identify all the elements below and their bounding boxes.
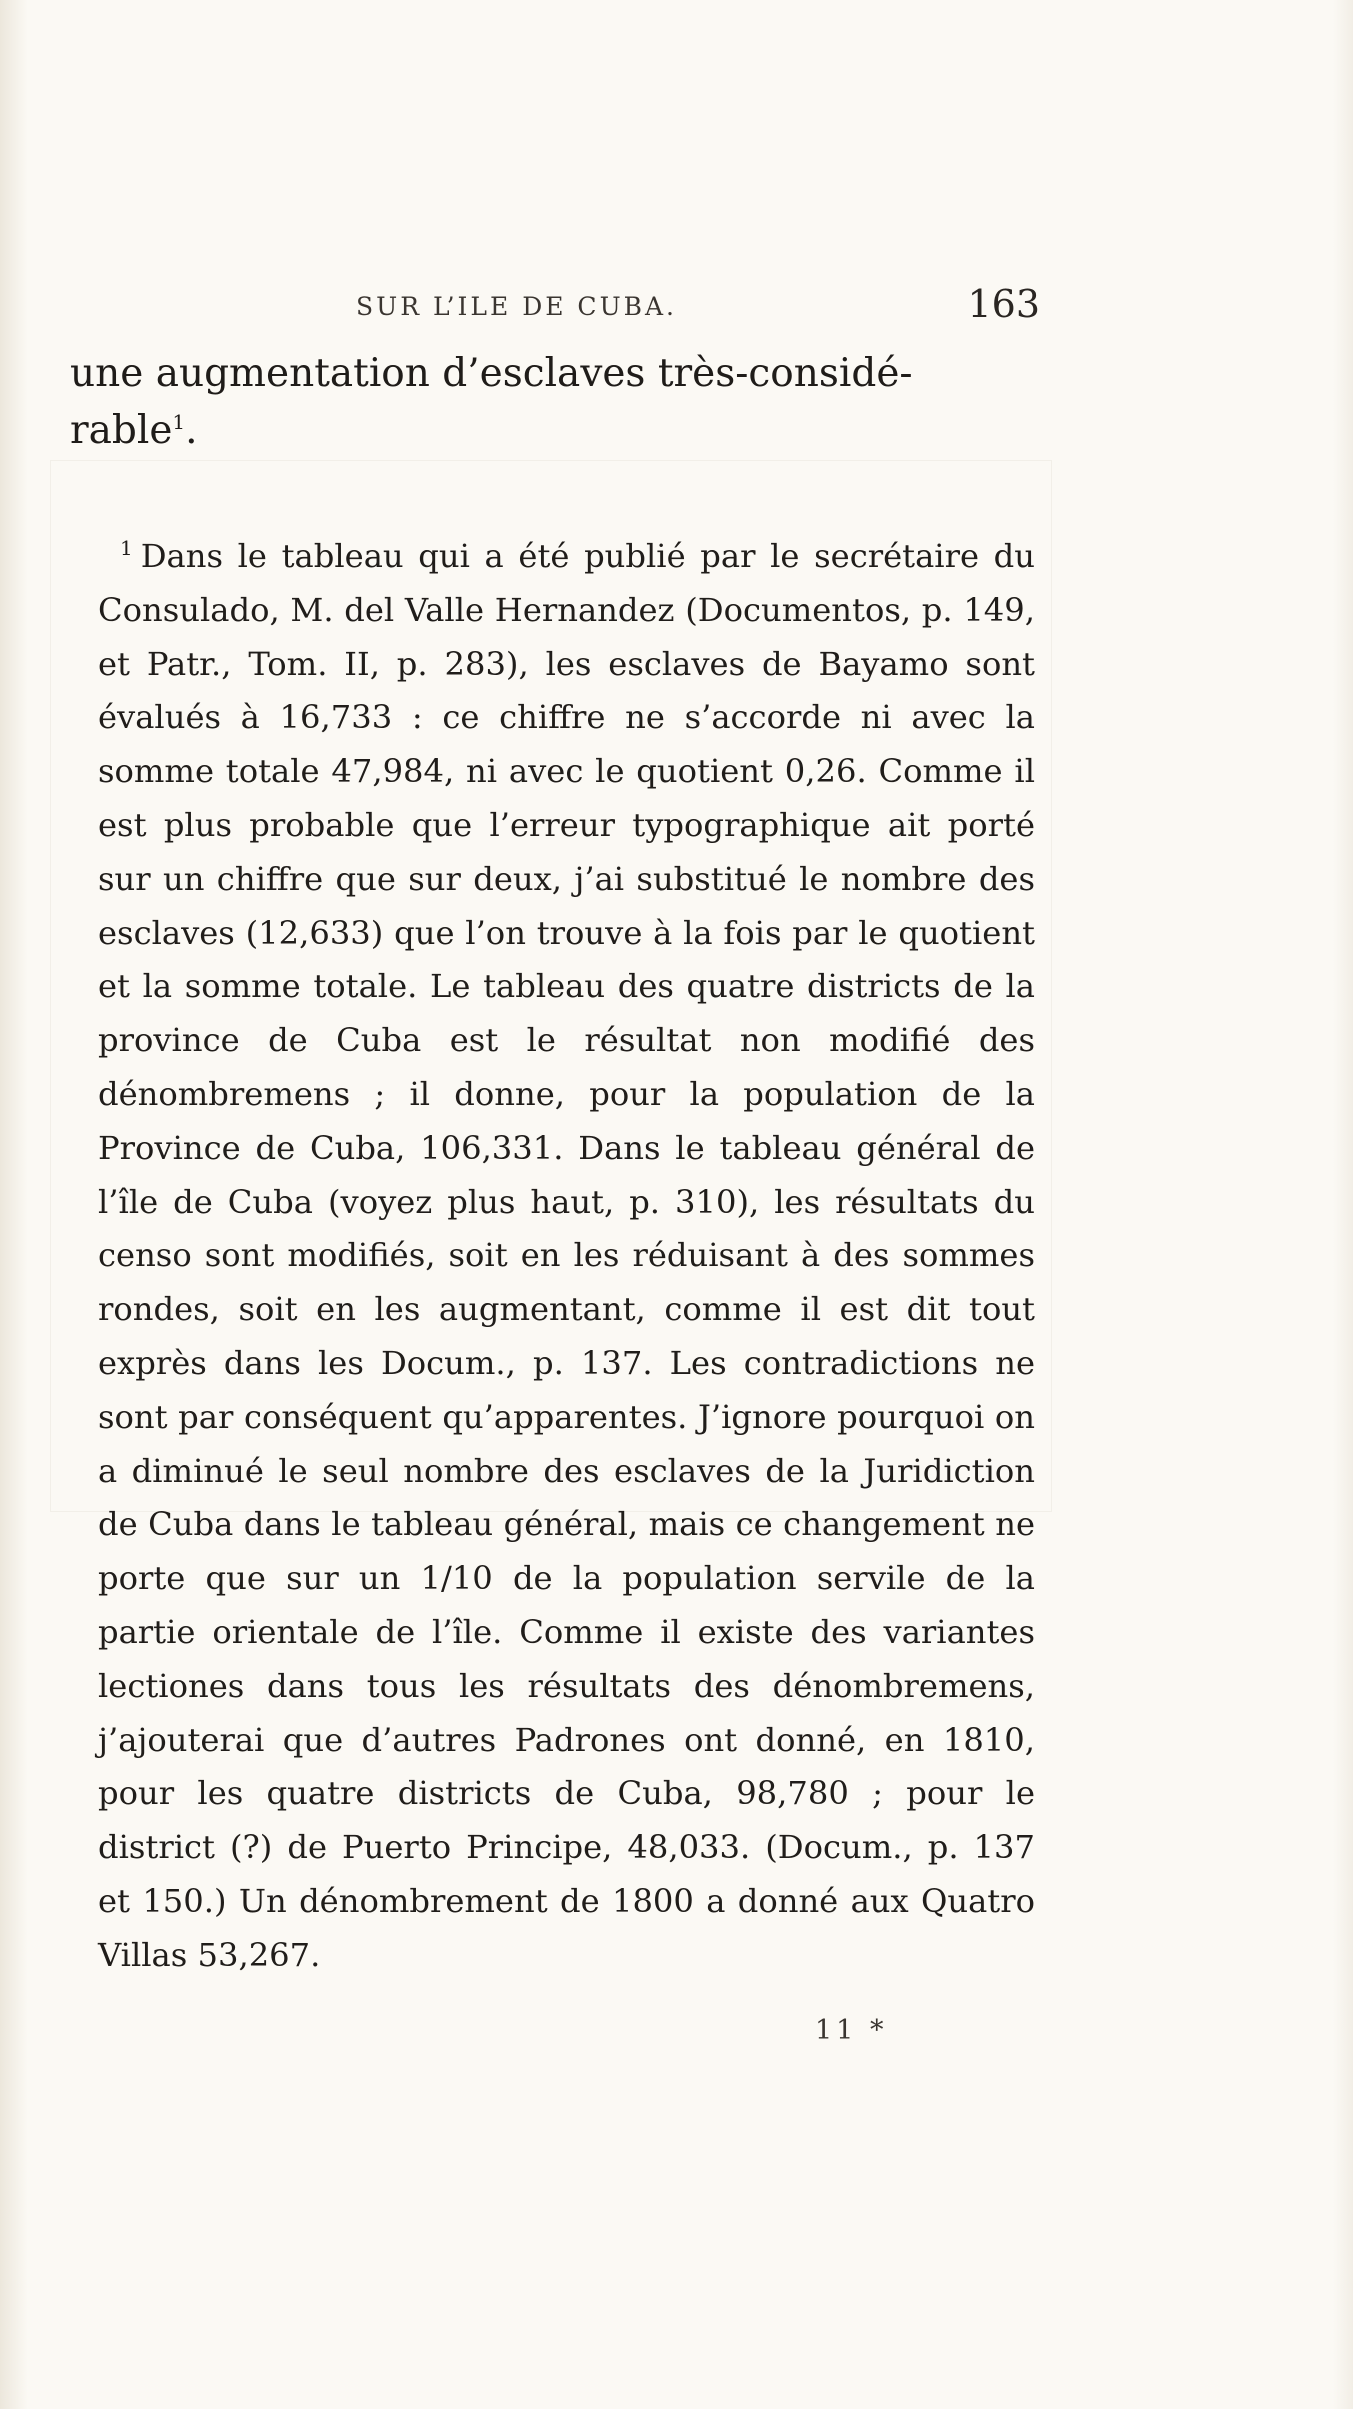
footnote-number: 1 [120, 536, 133, 561]
running-head: SUR L’ILE DE CUBA. [356, 292, 678, 321]
main-paragraph-trailing: . [185, 408, 198, 453]
page-number: 163 [967, 282, 1040, 326]
footnote [98, 530, 1035, 1983]
footnote-text: Dans le tableau qui a été publié par le secrétaire du Consulado, M. del Valle Hernandez (Documentos, p. 149, et Patr., Tom. II, p. 283), les esclaves de Bayamo sont évalués à 16,733 : ce chiffre ne s’accorde ni avec la somme totale 47,984, ni avec le quotient 0,26. Comme il est plus probable que l’erreur typographique ait porté sur un chiffre que sur deux, j’ai substitué le nombre des esclaves (12,633) que l’on trouve à la fois par le quotient et la somme totale. Le tableau des quatre districts de la province de Cuba est le résultat non modifié des dénombremens ; il donne, pour la population de la Province de Cuba, 106,331. Dans le tableau général de l’île de Cuba (voyez plus haut, p. 310), les résultats du censo sont modifiés, soit en les réduisant à des sommes rondes, soit en les augmentant, comme il est dit tout exprès dans les Docum., p. 137. Les contradictions ne sont par conséquent qu’apparentes. J’ignore pourquoi on a diminué le seul nombre des esclaves de la Juridiction de Cuba dans le tableau général, mais ce changement ne porte que sur un 1/10 de la population servile de la partie orientale de l’île. Comme il existe des variantes lectiones dans tous les résultats des dénombremens, j’ajouterai que d’autres Padrones ont donné, en 1810, pour les quatre districts de Cuba, 98,780 ; pour le district (?) de Puerto Principe, 48,033. (Docum., p. 137 et 150.) Un dénombrement de 1800 a donné aux Quatro Villas 53,267. [98, 537, 1035, 1974]
signature-mark: 11 * [815, 2015, 888, 2046]
page-edge-right [1333, 0, 1353, 2409]
page-edge-left [0, 0, 28, 2409]
page-header [90, 282, 1040, 330]
main-text [70, 345, 1030, 459]
main-paragraph [70, 345, 1030, 459]
main-paragraph-text: une augmentation d’esclaves très-considé-rable [70, 351, 913, 453]
footnote-reference: 1 [172, 410, 186, 434]
footnote-paragraph [98, 530, 1035, 1983]
